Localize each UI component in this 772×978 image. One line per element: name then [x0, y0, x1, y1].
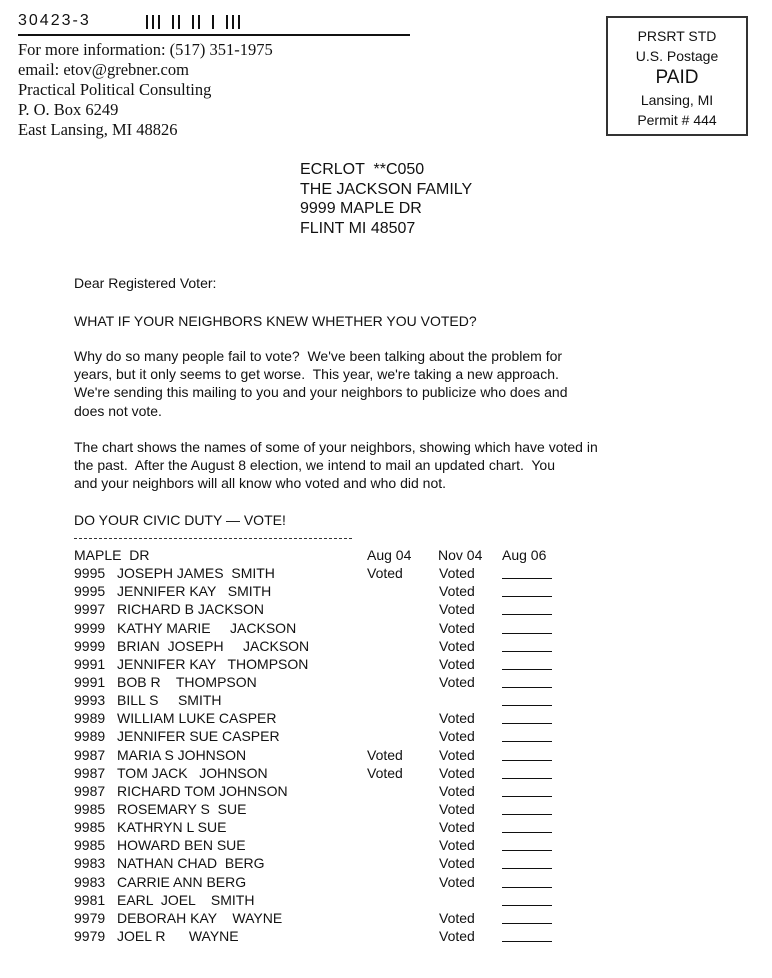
- address-line: ECRLOT **C050: [300, 161, 425, 178]
- paragraph-line: We're sending this mailing to you and your neighbors to publicize who does and: [74, 384, 568, 401]
- salutation: Dear Registered Voter:: [74, 275, 217, 291]
- paragraph-2: [74, 438, 664, 493]
- vote-nov04: Voted: [439, 819, 475, 836]
- voter-table: [74, 546, 554, 945]
- vote-aug06-blank-line: [502, 854, 552, 869]
- house-number: 9993: [74, 692, 106, 709]
- house-number: 9991: [74, 673, 106, 690]
- job-line: [18, 12, 410, 36]
- table-row: [74, 727, 554, 745]
- table-row: [74, 782, 554, 800]
- voter-name: WILLIAM LUKE CASPER: [117, 710, 277, 727]
- vote-nov04: Voted: [439, 655, 475, 672]
- house-number: 9985: [74, 800, 106, 817]
- vote-nov04: Voted: [439, 800, 475, 817]
- voter-name: ROSEMARY S SUE: [117, 800, 247, 817]
- voter-name: JENNIFER KAY SMITH: [117, 583, 272, 600]
- vote-nov04: Voted: [439, 637, 475, 654]
- voter-rows: [74, 564, 554, 945]
- voter-name: JOEL R WAYNE: [117, 927, 239, 944]
- vote-nov04: Voted: [439, 619, 475, 636]
- address-line: THE JACKSON FAMILY: [300, 180, 473, 198]
- street-label: MAPLE DR: [74, 547, 150, 563]
- table-row: [74, 836, 554, 854]
- vote-aug06-blank-line: [502, 637, 552, 652]
- house-number: 9999: [74, 619, 106, 636]
- postage-indicia: [606, 16, 748, 136]
- house-number: 9987: [74, 782, 106, 799]
- indicia-paid: PAID: [655, 67, 699, 88]
- voter-name: KATHRYN L SUE: [117, 819, 227, 836]
- table-row: [74, 637, 554, 655]
- vote-nov04: Voted: [439, 855, 475, 872]
- table-row: [74, 582, 554, 600]
- house-number: 9983: [74, 873, 106, 890]
- vote-aug06-blank-line: [502, 582, 552, 597]
- table-row: [74, 691, 554, 709]
- voter-name: DEBORAH KAY WAYNE: [117, 909, 283, 926]
- vote-aug06-blank-line: [502, 818, 552, 833]
- vote-nov04: Voted: [439, 873, 475, 890]
- house-number: 9985: [74, 837, 106, 854]
- table-row: [74, 909, 554, 927]
- vote-nov04: Voted: [439, 565, 475, 582]
- vote-nov04: Voted: [439, 583, 475, 600]
- voter-name: JENNIFER SUE CASPER: [117, 728, 280, 745]
- house-number: 9999: [74, 637, 106, 654]
- vote-nov04: Voted: [439, 601, 475, 618]
- house-number: 9987: [74, 764, 106, 781]
- voter-name: TOM JACK JOHNSON: [117, 764, 268, 781]
- column-header-aug06: Aug 06: [502, 547, 547, 563]
- call-to-action: DO YOUR CIVIC DUTY — VOTE!: [74, 512, 286, 528]
- indicia-line: U.S. Postage: [635, 48, 719, 64]
- house-number: 9987: [74, 746, 106, 763]
- voter-name: BOB R THOMPSON: [117, 673, 257, 690]
- voter-name: EARL JOEL SMITH: [117, 891, 255, 908]
- voter-name: JENNIFER KAY THOMPSON: [117, 655, 309, 672]
- table-row: [74, 655, 554, 673]
- vote-aug06-blank-line: [502, 764, 552, 779]
- voter-name: JOSEPH JAMES SMITH: [117, 565, 275, 582]
- vote-aug06-blank-line: [502, 782, 552, 797]
- vote-nov04: Voted: [439, 909, 475, 926]
- headline: WHAT IF YOUR NEIGHBORS KNEW WHETHER YOU VOTED?: [74, 313, 477, 329]
- voter-name: CARRIE ANN BERG: [117, 873, 247, 890]
- indicia-line: Lansing, MI: [640, 92, 714, 108]
- vote-nov04: Voted: [439, 837, 475, 854]
- vote-aug06-blank-line: [502, 909, 552, 924]
- vote-aug06-blank-line: [502, 691, 552, 706]
- indicia-line: Permit # 444: [637, 112, 717, 128]
- vote-nov04: Voted: [439, 927, 475, 944]
- table-row: [74, 619, 554, 637]
- vote-aug06-blank-line: [502, 600, 552, 615]
- paragraph-line: Why do so many people fail to vote? We've been talking about the problem for: [74, 348, 563, 364]
- house-number: 9985: [74, 819, 106, 836]
- voter-name: MARIA S JOHNSON: [117, 746, 247, 763]
- vote-aug04: Voted: [367, 746, 403, 763]
- vote-nov04: Voted: [439, 673, 475, 690]
- job-number: 30423-3: [18, 12, 91, 29]
- vote-aug06-blank-line: [502, 619, 552, 634]
- vote-aug06-blank-line: [502, 655, 552, 670]
- sender-line: email: etov@grebner.com: [18, 60, 189, 79]
- vote-nov04: Voted: [439, 728, 475, 745]
- vote-aug06-blank-line: [502, 709, 552, 724]
- paragraph-line: the past. After the August 8 election, we intend to mail an updated chart. You: [74, 457, 555, 474]
- table-row: [74, 854, 554, 872]
- table-row: [74, 600, 554, 618]
- vote-aug06-blank-line: [502, 564, 552, 579]
- vote-nov04: Voted: [439, 746, 475, 763]
- sender-line: For more information: (517) 351-1975: [18, 40, 273, 59]
- address-line: FLINT MI 48507: [300, 219, 416, 237]
- table-row: [74, 709, 554, 727]
- house-number: 9979: [74, 927, 106, 944]
- vote-aug06-blank-line: [502, 873, 552, 888]
- vote-aug04: Voted: [367, 565, 403, 582]
- house-number: 9983: [74, 855, 106, 872]
- table-header: [74, 546, 554, 564]
- paragraph-line: does not vote.: [74, 402, 162, 419]
- vote-nov04: Voted: [439, 710, 475, 727]
- voter-name: BRIAN JOSEPH JACKSON: [117, 637, 310, 654]
- vote-aug06-blank-line: [502, 746, 552, 761]
- vote-aug06-blank-line: [502, 727, 552, 742]
- sender-line: East Lansing, MI 48826: [18, 120, 178, 139]
- address-line: 9999 MAPLE DR: [300, 200, 422, 217]
- house-number: 9991: [74, 655, 106, 672]
- column-header-nov04: Nov 04: [438, 547, 483, 563]
- vote-nov04: Voted: [439, 782, 475, 799]
- sender-info: [18, 40, 273, 140]
- voter-name: RICHARD B JACKSON: [117, 601, 265, 618]
- table-row: [74, 746, 554, 764]
- vote-aug06-blank-line: [502, 800, 552, 815]
- vote-aug06-blank-line: [502, 836, 552, 851]
- sender-line: P. O. Box 6249: [18, 100, 119, 119]
- column-header-aug04: Aug 04: [367, 547, 412, 563]
- vote-aug06-blank-line: [502, 891, 552, 906]
- paragraph-1: [74, 347, 644, 420]
- vote-aug04: Voted: [367, 764, 403, 781]
- table-row: [74, 764, 554, 782]
- house-number: 9979: [74, 909, 106, 926]
- dashed-divider: [74, 538, 352, 539]
- house-number: 9997: [74, 601, 106, 618]
- house-number: 9989: [74, 710, 106, 727]
- vote-aug06-blank-line: [502, 927, 552, 942]
- sender-line: Practical Political Consulting: [18, 80, 212, 99]
- table-row: [74, 800, 554, 818]
- paragraph-line: years, but it only seems to get worse. This year, we're taking a new approach.: [74, 366, 559, 383]
- voter-name: KATHY MARIE JACKSON: [117, 619, 297, 636]
- paragraph-line: and your neighbors will all know who voted and who did not.: [74, 475, 447, 492]
- paragraph-line: The chart shows the names of some of your neighbors, showing which have voted in: [74, 439, 598, 455]
- house-number: 9995: [74, 583, 106, 600]
- table-row: [74, 927, 554, 945]
- indicia-line: PRSRT STD: [637, 28, 717, 44]
- vote-aug06-blank-line: [502, 673, 552, 688]
- house-number: 9989: [74, 728, 106, 745]
- house-number: 9995: [74, 565, 106, 582]
- recipient-address: [300, 160, 472, 238]
- table-row: [74, 891, 554, 909]
- barcode-graphic: [146, 15, 244, 29]
- table-row: [74, 873, 554, 891]
- table-row: [74, 564, 554, 582]
- voter-name: HOWARD BEN SUE: [117, 837, 246, 854]
- voter-name: BILL S SMITH: [117, 692, 222, 709]
- voter-name: RICHARD TOM JOHNSON: [117, 782, 288, 799]
- vote-nov04: Voted: [439, 764, 475, 781]
- table-row: [74, 673, 554, 691]
- house-number: 9981: [74, 891, 106, 908]
- table-row: [74, 818, 554, 836]
- voter-name: NATHAN CHAD BERG: [117, 855, 265, 872]
